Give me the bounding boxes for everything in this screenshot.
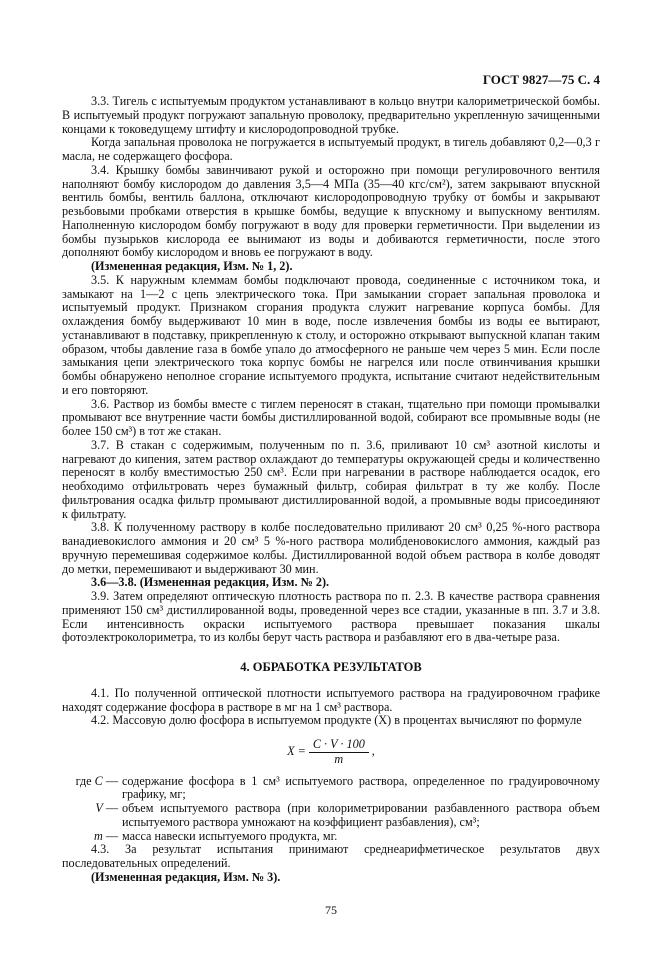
- paragraph-3-5: 3.5. К наружным клеммам бомбы подключают провода, соединенные с источником тока, и замыкают на 1—2 с цепь электрического тока. При замыкании сгорает запальная проволока и испытуемый продукт. Признаком сгорания продукта служит нагревание корпуса бомбы. Для охлаждения бомбу выдерживают 10 мин в воде, после извлечения бомбы из воды ее вытирают, устанавливают в подставку, прикрепленную к столу, и осторожно открывают выпускной клапан таким образом, чтобы давление газа в бомбе упало до атмосферного не раньше чем через 5 мин. Если после замыкания цепи электрического тока корпус бомбы не нагрелся или после отвинчивания крышки бомбы обнаружено неполное сгорание испытуемого продукта, испытание считают недействительным и его повторяют.: [62, 272, 600, 397]
- paragraph-3-4: 3.4. Крышку бомбы завинчивают рукой и осторожно при помощи регулировочного вентиля наполняют бомбу кислородом до давления 3,5—4 МПа (35—40 кгс/см²), затем закрывают впускной вентиль бомбы, вентиль баллона, отключают кислородопроводную трубку от бомбы и закрывают резьбовыми пробками отверстия в крышке бомбы, ведущие к впускному и выпускному вентилям. Наполненную кислородом бомбу погружают в воду для проверки герметичности. При выделении из бомбы пузырьков кислорода ее вынимают из воды и добиваются герметичности, после этого дополняют бомбу кислородом и вновь ее погружают в воду.: [62, 162, 600, 260]
- section-title: 4. ОБРАБОТКА РЕЗУЛЬТАТОВ: [240, 660, 422, 674]
- paragraph-3-9: 3.9. Затем определяют оптическую плотность раствора по п. 2.3. В качестве раствора сравнения применяют 150 см³ дистиллированной воды, проведенной через все стадии, указанные в пп. 3.7 и 3.8. Если интенсивность окраски испытуемого раствора превышает показания шкалы фотоэлектроколориметра, то из колбы берут часть раствора и разбавляют его в два-четыре раза.: [62, 589, 600, 645]
- revision-note: (Измененная редакция, Изм. № 1, 2).: [91, 259, 293, 273]
- paragraph-4-3: 4.3. За результат испытания принимают среднеарифметическое результатов двух последовательных определений.: [62, 842, 600, 870]
- paragraph-3-3: 3.3. Тигель с испытуемым продуктом устанавливают в кольцо внутри калориметрической бомбы. В испытуемый продукт погружают запальную проволоку, предварительно укрепленную зачищенными концами к токоведущему штифту и кислородопроводной трубке.: [62, 94, 600, 136]
- page-number: 75: [325, 902, 337, 917]
- formula-numerator: C · V · 100: [309, 738, 369, 753]
- formula-tail: ,: [371, 744, 375, 759]
- revision-note: 3.6—3.8. (Измененная редакция, Изм. № 2).: [91, 575, 330, 590]
- paragraph-3-8: 3.8. К полученному раствору в колбе последовательно приливают 20 см³ 0,25 %-ного раствора ванадиевокислого аммония и 20 см³ 5 %-ного раствора молибденовокислого аммония, каждый раз вручную перемешивая содержимое колбы. Дистиллированной водой объем раствора в колбе доводят до метки, перемешивают и выдерживают 30 мин.: [62, 520, 600, 576]
- definition-symbol: C: [94, 773, 103, 788]
- definition-symbol: V: [95, 801, 103, 815]
- definition-item: m — масса навески испытуемого продукта, мг.: [62, 830, 600, 844]
- formula-denominator: m: [334, 751, 344, 766]
- formula: [62, 738, 600, 767]
- definition-item: V — объем испытуемого раствора (при колориметрировании разбавленного раствора объем испытуемого раствора умножают на коэффициент разбавления), см³;: [95, 801, 600, 829]
- paragraph-4-1: 4.1. По полученной оптической плотности испытуемого раствора на градуировочном графике находят содержание фосфора в растворе в мг на 1 см³ раствора.: [62, 685, 600, 714]
- document-body: [62, 95, 600, 885]
- definition-prefix: где: [75, 773, 95, 788]
- definition-text: содержание фосфора в 1 см³ испытуемого раствора, определенное по градуировочному графику, мг;: [122, 773, 600, 802]
- definition-symbol: m: [93, 828, 103, 843]
- paragraph-3-6: 3.6. Раствор из бомбы вместе с тиглем переносят в стакан, тщательно при помощи промывалки промывают все внутренние части бомбы дистиллированной водой, собирают все промывные воды (не более 150 см³) в тот же стакан.: [62, 396, 600, 438]
- definition-text: масса навески испытуемого продукта, мг.: [122, 828, 338, 843]
- definition-text: объем испытуемого раствора (при колориметрировании разбавленного раствора объем испытуемого раствора умножают на коэффициент разбавления), см³;: [122, 801, 600, 829]
- definition-item: где C — содержание фосфора в 1 см³ испытуемого раствора, определенное по градуировочному графику, мг;: [75, 773, 600, 802]
- revision-note: (Измененная редакция, Изм. № 3).: [91, 869, 281, 884]
- page-header: ГОСТ 9827—75 С. 4: [482, 72, 600, 87]
- paragraph-4-2: 4.2. Массовую долю фосфора в испытуемом продукте (X) в процентах вычисляют по формуле: [91, 713, 582, 728]
- paragraph-3-7: 3.7. В стакан с содержимым, полученным по п. 3.6, приливают 10 см³ азотной кислоты и нагревают до кипения, затем раствор охлаждают до температуры окружающей среды и количественно переносят в колбу вместимостью 250 см³. Если при нагревании в растворе наблюдается осадок, его необходимо отфильтровать через бумажный фильтр, собирая фильтрат в ту же колбу. После фильтрования осадка фильтр промывают дистиллированной водой, а промывные воды присоединяют к фильтрату.: [62, 437, 600, 521]
- formula-lhs: X =: [287, 744, 306, 759]
- formula-fraction: [309, 738, 369, 767]
- paragraph-3-3-note: Когда запальная проволока не погружается в испытуемый продукт, в тигель добавляют 0,2—0,3 г масла, не содержащего фосфора.: [62, 135, 600, 163]
